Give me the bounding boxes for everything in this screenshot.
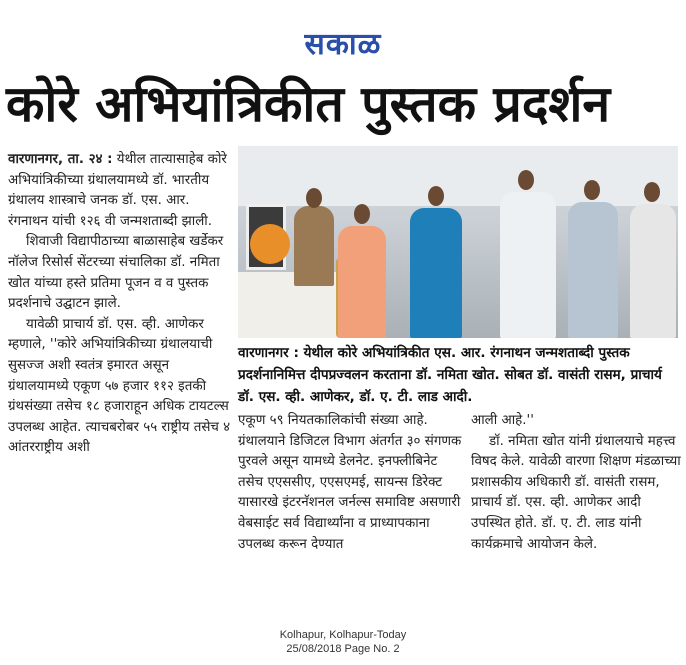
article-paragraph-3: यावेळी प्राचार्य डॉ. एस. व्ही. आणेकर म्हणाले, ''कोरे अभियांत्रिकीच्या ग्रंथालयाची सुसज्ज अशी स्वतंत्र इमारत असून ग्रंथालयामध्ये एकूण ५७ हजार ११२ इतकी ग्रंथसंख्या तसेच १८ हजाराहून अधिक टायटल्स उपलब्ध आहेत. त्याचबरोबर ५५ राष्ट्रीय तसेच ४ आंतरराष्ट्रीय अशी <box>8 316 231 456</box>
person-man-shirt <box>294 206 334 286</box>
person-head <box>306 188 322 208</box>
person-woman-blue <box>410 208 462 338</box>
event-photo <box>238 146 678 338</box>
person-head <box>644 182 660 202</box>
newspaper-masthead: सकाळ <box>304 27 382 62</box>
person-man-checked <box>568 202 618 338</box>
article-headline: कोरे अभियांत्रिकीत पुस्तक प्रदर्शन <box>6 75 611 133</box>
person-woman-pink <box>338 226 386 338</box>
footer-date-page: 25/08/2018 Page No. 2 <box>286 643 400 655</box>
person-man-white <box>500 192 556 338</box>
dateline: वारणानगर, ता. २४ : <box>8 152 113 167</box>
person-man-right <box>630 204 676 338</box>
person-head <box>584 180 600 200</box>
article-column-2 <box>238 411 466 555</box>
person-head <box>354 204 370 224</box>
article-paragraph-2: शिवाजी विद्यापीठाच्या बाळासाहेब खर्डेकर नॉलेज रिसोर्स सेंटरच्या संचालिका डॉ. नमिता खोत यांच्या हस्ते प्रतिमा पूजन व व पुस्तक प्रदर्शनाचे उद्घाटन झाले. <box>8 234 224 312</box>
article-column-3 <box>471 411 681 555</box>
article-column-1 <box>8 150 232 459</box>
article-paragraph-5: आली आहे.'' <box>471 413 534 428</box>
footer-edition: Kolhapur, Kolhapur-Today <box>279 629 407 641</box>
page-footer <box>0 628 686 656</box>
paragraph-text: येथील तात्यासाहेब कोरे अभियांत्रिकीच्या ग्रंथालयामध्ये डॉ. भारतीय ग्रंथालय शास्त्राचे जनक डॉ. एस. आर. रंगनाथन यांची १२६ वी जन्मशताब्दी झाली. <box>8 152 227 229</box>
photo-wall <box>238 146 678 206</box>
article-paragraph-1 <box>8 150 232 232</box>
article-paragraph-4: एकूण ५९ नियतकालिकांची संख्या आहे. ग्रंथालयाने डिजिटल विभाग अंतर्गत ३० संगणक पुरवले असून यामध्ये डेलनेट. इनफ्लीबिनेट तसेच एएससीए, एएसएमई, सायन्स डिरेक्ट यासारखे इंटरनॅशनल जर्नल्स समाविष्ट असणारी वेबसाईट सर्व विद्यार्थ्यांना व प्राध्यापकाना उपलब्ध करून देण्यात <box>238 413 462 552</box>
photo-caption: वारणानगर : येथील कोरे अभियांत्रिकीत एस. आर. रंगनाथन जन्मशताब्दी पुस्तक प्रदर्शनानिमित्त दीपप्रज्वलन करताना डॉ. नमिता खोत. सोबत डॉ. वासंती रासम, प्राचार्य डॉ. एस. व्ही. आणेकर, डॉ. ए. टी. लाड आदी. <box>238 345 662 405</box>
article-paragraph-6: डॉ. नमिता खोत यांनी ग्रंथालयाचे महत्त्व विषद केले. यावेळी वारणा शिक्षण मंडळाच्या प्रशासकीय अधिकारी डॉ. वासंती रासम, प्राचार्य डॉ. एस. व्ही. आणेकर आदी उपस्थित होते. डॉ. ए. टी. लाड यांनी कार्यक्रमाचे आयोजन केले. <box>471 433 681 552</box>
person-head <box>428 186 444 206</box>
person-head <box>518 170 534 190</box>
flower-garland <box>250 224 290 264</box>
